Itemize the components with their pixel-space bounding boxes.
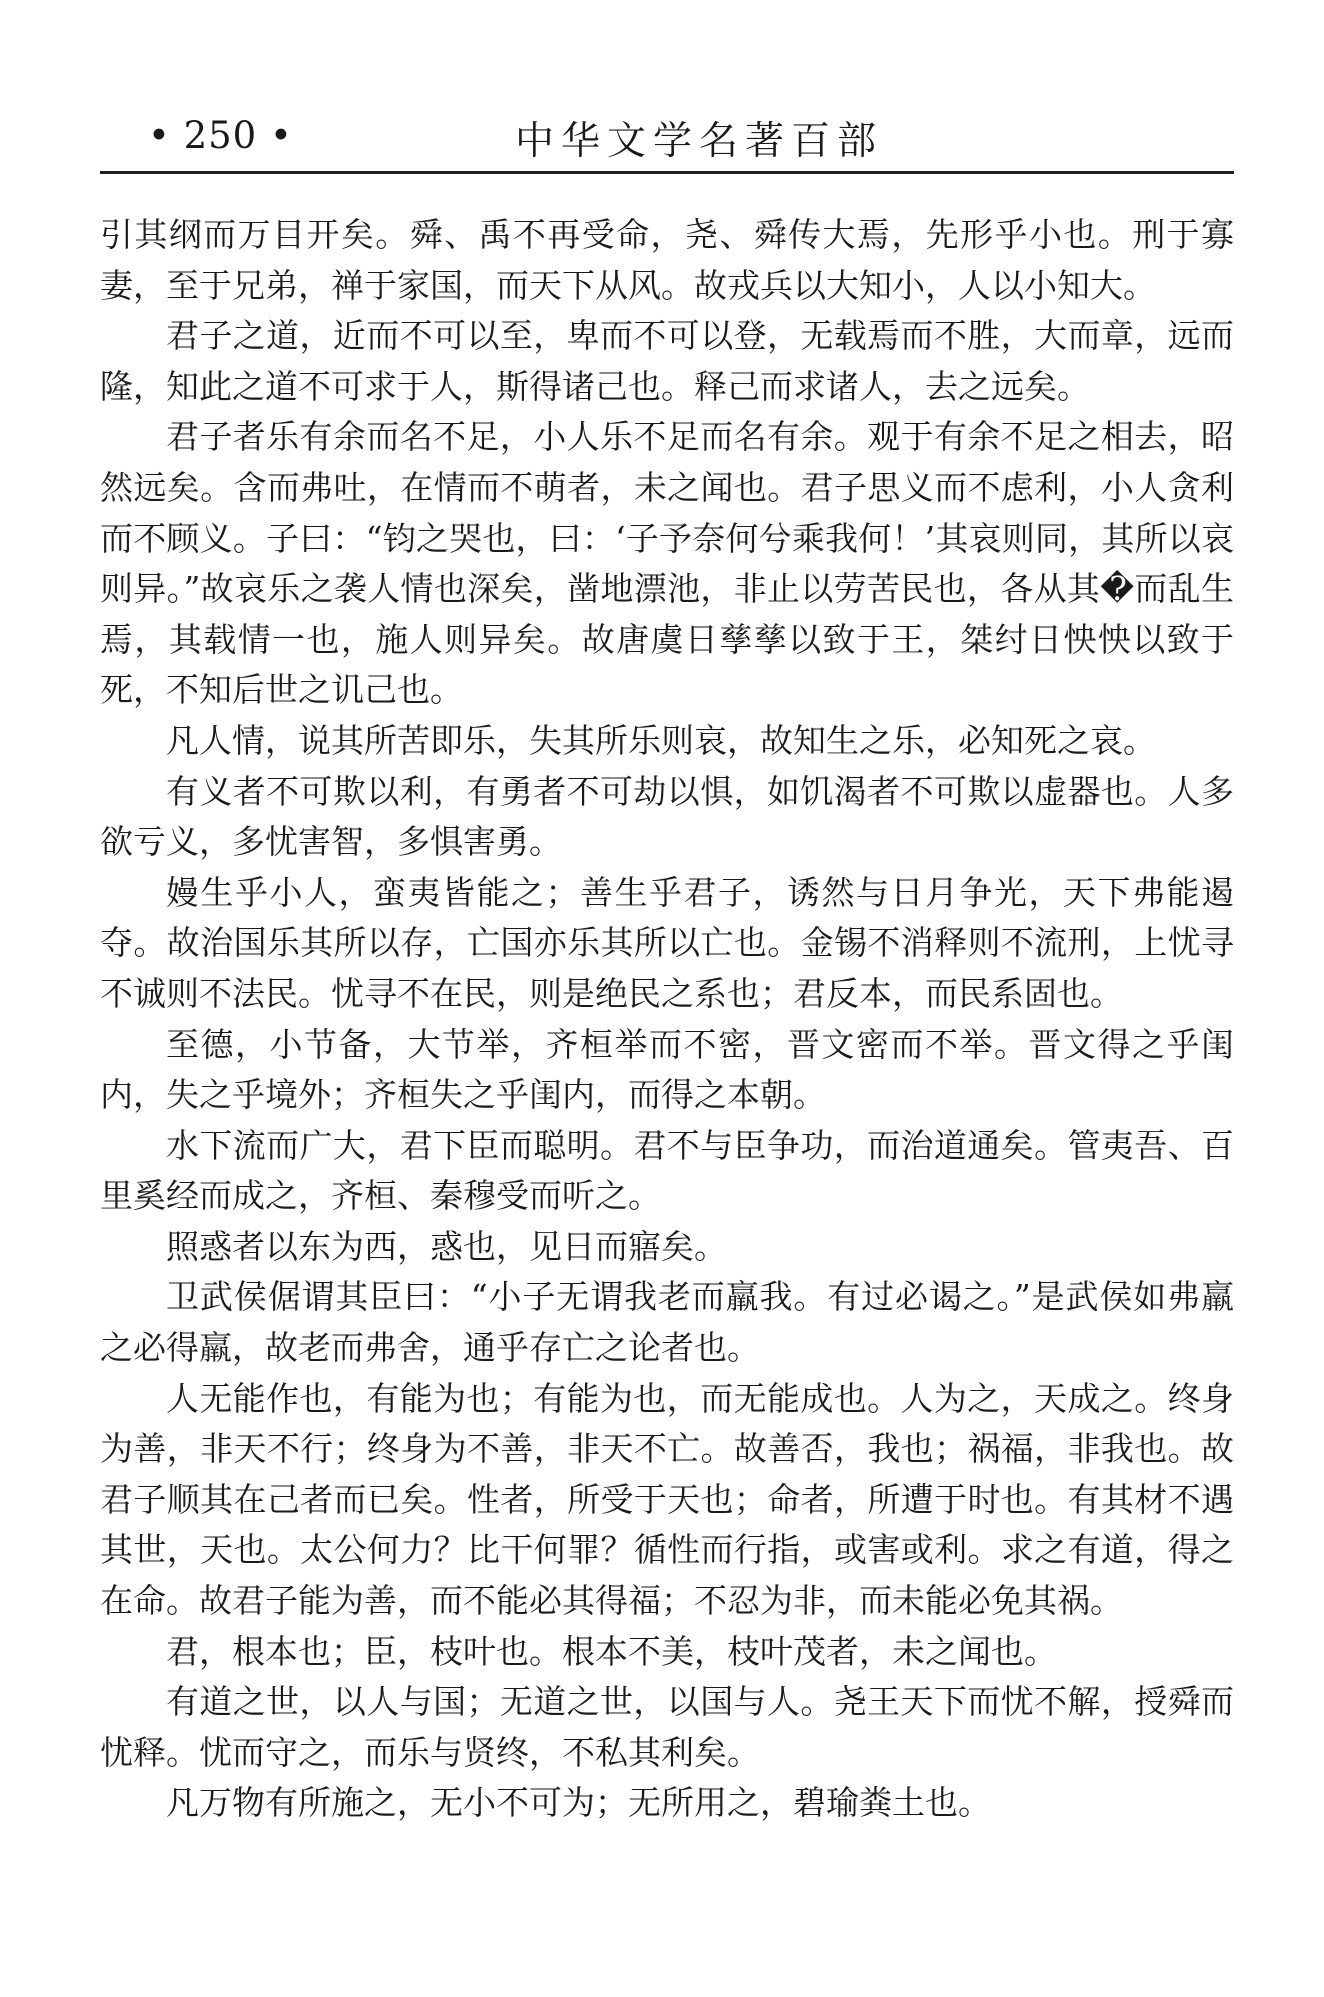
paragraph: 水下流而广大，君下臣而聪明。君不与臣争功，而治道通矣。管夷吾、百里奚经而成之，齐桓、秦穆受而听之。 bbox=[100, 1125, 1234, 1216]
paragraph: 卫武侯倨谓其臣曰：“小子无谓我老而羸我。有过必谒之。”是武侯如弗羸之必得羸，故老而弗舍，通乎存亡之论者也。 bbox=[100, 1277, 1234, 1368]
paragraph: 至德，小节备，大节举，齐桓举而不密，晋文密而不举。晋文得之乎闺内，失之乎境外；齐桓失之乎闺内，而得之本朝。 bbox=[100, 1024, 1234, 1115]
paragraph: 君子之道，近而不可以至，卑而不可以登，无载焉而不胜，大而章，远而隆，知此之道不可求于人，斯得诸己也。释己而求诸人，去之远矣。 bbox=[100, 316, 1234, 406]
paragraph: 引其纲而万目开矣。舜、禹不再受命，尧、舜传大焉，先形乎小也。刑于寡妻，至于兄弟，禅于家国，而天下从风。故戎兵以大知小，人以小知大。 bbox=[100, 215, 1234, 305]
paragraph: 有义者不可欺以利，有勇者不可劫以惧，如饥渴者不可欺以虚器也。人多欲亏义，多忧害智，多惧害勇。 bbox=[100, 771, 1234, 862]
page-number: • 250 • bbox=[148, 114, 293, 157]
paragraph: 君子者乐有余而名不足，小人乐不足而名有余。观于有余不足之相去，昭然远矣。含而弗吐，在情而不萌者，未之闻也。君子思义而不虑利，小人贪利而不顾义。子曰：“钧之哭也，曰：‘子予奈何兮乘我何！’其哀则同，其所以哀则异。”故哀乐之袭人情也深矣，凿地漂池，非止以劳苦民也，各从其�而乱生焉，其载情一也，施人则异矣。故唐虞日孳孳以致于王，桀纣日怏怏以致于死，不知后世之讥己也。 bbox=[100, 417, 1234, 710]
paragraph: 凡万物有所施之，无小不可为；无所用之，碧瑜粪土也。 bbox=[166, 1783, 991, 1823]
book-title: 中华文学名著百部 bbox=[515, 119, 884, 164]
paragraph: 凡人情，说其所苦即乐，失其所乐则哀，故知生之乐，必知死之哀。 bbox=[166, 720, 1156, 760]
body-text bbox=[100, 210, 1234, 1829]
paragraph: 嫚生乎小人，蛮夷皆能之；善生乎君子，诱然与日月争光，天下弗能遏夺。故治国乐其所以存，亡国亦乐其所以亡也。金锡不消释则不流刑，上忧寻不诚则不法民。忧寻不在民，则是绝民之系也；君反本，而民系固也。 bbox=[100, 872, 1234, 1013]
paragraph: 有道之世，以人与国；无道之世，以国与人。尧王天下而忧不解，授舜而忧释。忧而守之，而乐与贤终，不私其利矣。 bbox=[100, 1682, 1234, 1772]
page-header bbox=[100, 108, 1234, 176]
paragraph: 人无能作也，有能为也；有能为也，而无能成也。人为之，天成之。终身为善，非天不行；终身为不善，非天不亡。故善否，我也；祸福，非我也。故君子顺其在己者而已矣。性者，所受于天也；命者，所遭于时也。有其材不遇其世，天也。太公何力？比干何罪？循性而行指，或害或利。求之有道，得之在命。故君子能为善，而不能必其得福；不忍为非，而未能必免其祸。 bbox=[100, 1378, 1234, 1621]
paragraph: 照惑者以东为西，惑也，见日而寤矣。 bbox=[166, 1226, 727, 1266]
header-rule bbox=[100, 171, 1234, 174]
paragraph: 君，根本也；臣，枝叶也。根本不美，枝叶茂者，未之闻也。 bbox=[166, 1631, 1057, 1671]
